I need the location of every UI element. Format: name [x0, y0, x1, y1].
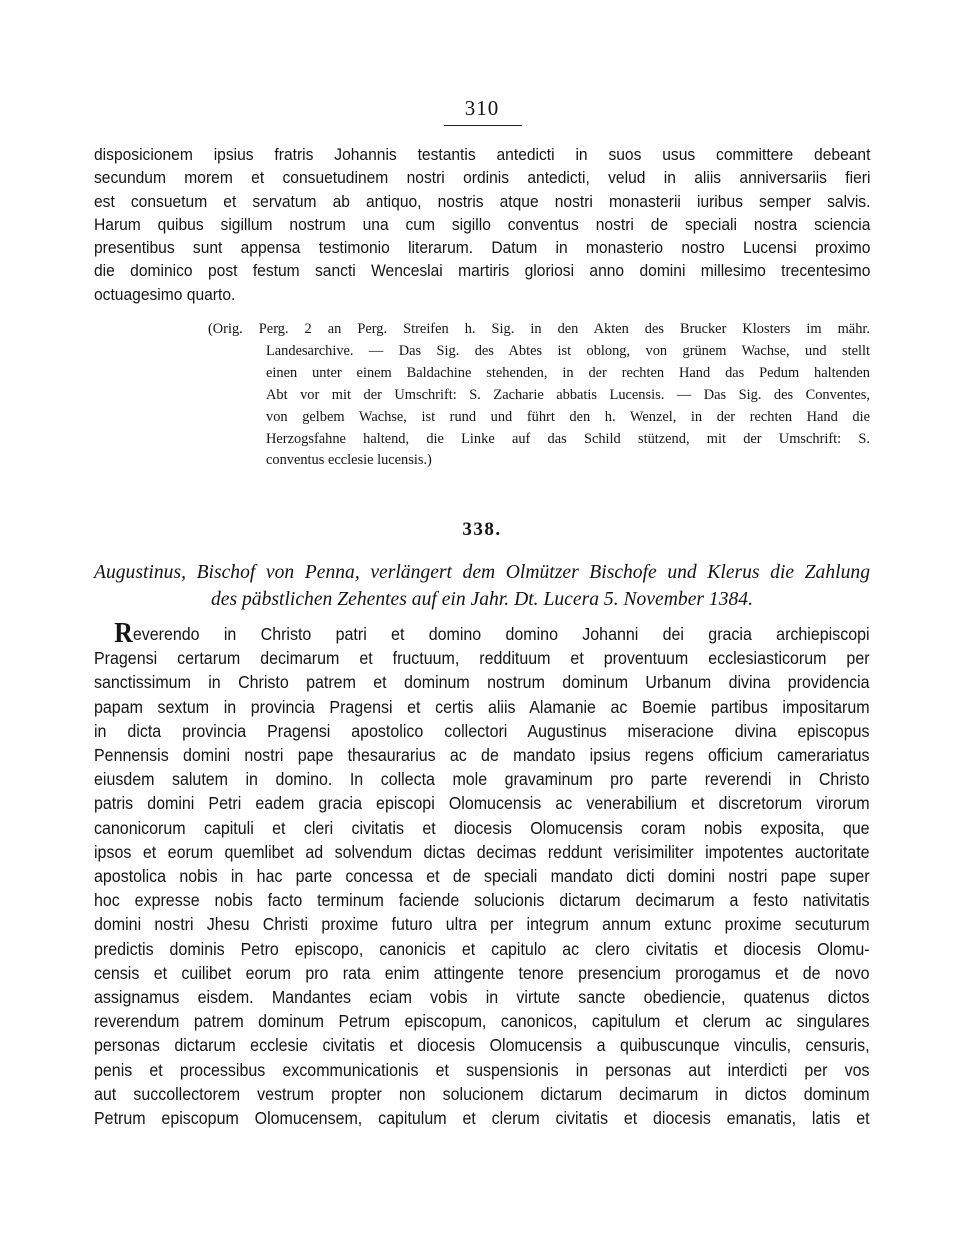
- text-line: Pennensis domini nostri pape thesaurarius ac de mandato ipsius regens officium camerariatus: [94, 745, 870, 766]
- text-line: reverendum patrem dominum Petrum episcopum, canonicos, capitulum et clerum ac singulares: [94, 1011, 870, 1032]
- text-line: personas dictarum ecclesie civitatis et diocesis Olomucensis a quibuscunque vinculis, censuris,: [94, 1035, 870, 1056]
- text-line: Petrum episcopum Olomucensem, capitulum et clerum civitatis et diocesis emanatis, latis et: [94, 1108, 870, 1129]
- text-line: canonicorum capituli et cleri civitatis et diocesis Olomucensis coram nobis exposita, que: [94, 817, 870, 838]
- text-line: hoc expresse nobis facto terminum faciende solucionis dictarum decimarum a festo nativitatis: [94, 890, 870, 911]
- page-number: 310: [464, 96, 500, 120]
- text-line: secundum morem et consuetudinem nostri ordinis antedicti, velud in aliis anniversariis fieri: [94, 168, 871, 188]
- document-heading: [94, 559, 870, 613]
- text-line: aut succollectorem vestrum propter non solucionem dictarum decimarum in dictos dominum: [94, 1083, 870, 1104]
- note-line: Herzogsfahne haltend, die Linke auf das Schild stützend, mit der Umschrift: S.: [266, 430, 870, 447]
- text-line: presentibus sunt appensa testimonio literarum. Datum in monasterio nostro Lucensi proximo: [94, 238, 871, 258]
- note-line: conventus ecclesie lucensis.): [266, 452, 432, 469]
- text-line: assignamus eisdem. Mandantes eciam vobis in virtute sancte obediencie, quatenus dictos: [94, 987, 870, 1008]
- text-line: ipsos et eorum quemlibet ad solvendum dictas decimas reddunt verisimiliter impotentes auctoritate: [94, 841, 870, 862]
- text-line: in dicta provincia Pragensi apostolico collectori Augustinus miseracione divina episcopus: [94, 720, 870, 741]
- text-line: penis et processibus excommunicationis et suspensionis in personas aut interdicti per vos: [94, 1059, 870, 1080]
- main-text: [94, 622, 870, 1130]
- note-line: (Orig. Perg. 2 an Perg. Streifen h. Sig. in den Akten des Brucker Klosters im mähr.: [208, 321, 870, 337]
- heading-line: Augustinus, Bischof von Penna, verlängert dem Olmützer Bischofe und Klerus die Zahlung: [94, 562, 870, 583]
- drop-initial: R: [114, 622, 133, 647]
- source-note: [208, 319, 870, 472]
- text-line: sanctissimum in Christo patrem et dominum nostrum dominum Urbanum divina providencia: [94, 672, 870, 693]
- heading-line: des päbstlichen Zehentes auf ein Jahr. Dt. Lucera 5. November 1384.: [210, 589, 753, 610]
- text-line: die dominico post festum sancti Wenceslai martiris gloriosi anno domini millesimo trecentesimo: [94, 261, 871, 281]
- note-line: Abt vor mit der Umschrift: S. Zacharie abbatis Lucensis. — Das Sig. des Conventes,: [266, 386, 870, 403]
- document-number: 338.: [462, 519, 502, 540]
- note-line: von gelbem Wachse, ist rund und führt den h. Wenzel, in der rechten Hand die: [266, 408, 870, 425]
- text-line: apostolica nobis in hac parte concessa et de speciali mandato dicti domini nostri pape super: [94, 866, 870, 887]
- page-number-rule: [444, 125, 522, 126]
- text-line: eiusdem salutem in domino. In collecta mole gravaminum pro parte reverendi in Christo: [94, 769, 870, 790]
- text-line: Pragensi certarum decimarum et fructuum, reddituum et proventuum ecclesiasticorum per: [94, 648, 870, 669]
- text-line: papam sextum in provincia Pragensi et certis aliis Alamanie ac Boemie partibus impositarum: [94, 696, 870, 717]
- first-line-text: everendo in Christo patri et domino domino Johanni dei gracia archiepiscopi: [132, 624, 870, 644]
- note-line: einen unter einem Baldachine stehenden, in der rechten Hand das Pedum haltenden: [266, 364, 870, 381]
- text-line: predictis dominis Petro episcopo, canonicis et capitulo ac clero civitatis et diocesis Olomu-: [94, 938, 870, 959]
- text-line: domini nostri Jhesu Christi proxime futuro ultra per integrum annum extunc proxime secuturum: [94, 914, 870, 935]
- text-line: censis et cuilibet eorum pro rata enim attingente tenore presencium prorogamus et de novo: [94, 962, 870, 983]
- first-text-line: [94, 622, 870, 646]
- continuation-paragraph: [94, 143, 870, 306]
- text-line: patris domini Petri eadem gracia episcopi Olomucensis ac venerabilium et discretorum virorum: [94, 793, 870, 814]
- text-line: disposicionem ipsius fratris Johannis testantis antedicti in suos usus committere debeant: [94, 145, 871, 164]
- text-line: est consuetum et servatum ab antiquo, nostris atque nostri monasterii iuribus semper salvis.: [94, 191, 871, 211]
- text-line: Harum quibus sigillum nostrum una cum sigillo conventus nostri de speciali nostra sciencia: [94, 214, 871, 234]
- text-line: octuagesimo quarto.: [94, 284, 236, 304]
- note-line: Landesarchive. — Das Sig. des Abtes ist oblong, von grünem Wachse, und stellt: [266, 342, 870, 359]
